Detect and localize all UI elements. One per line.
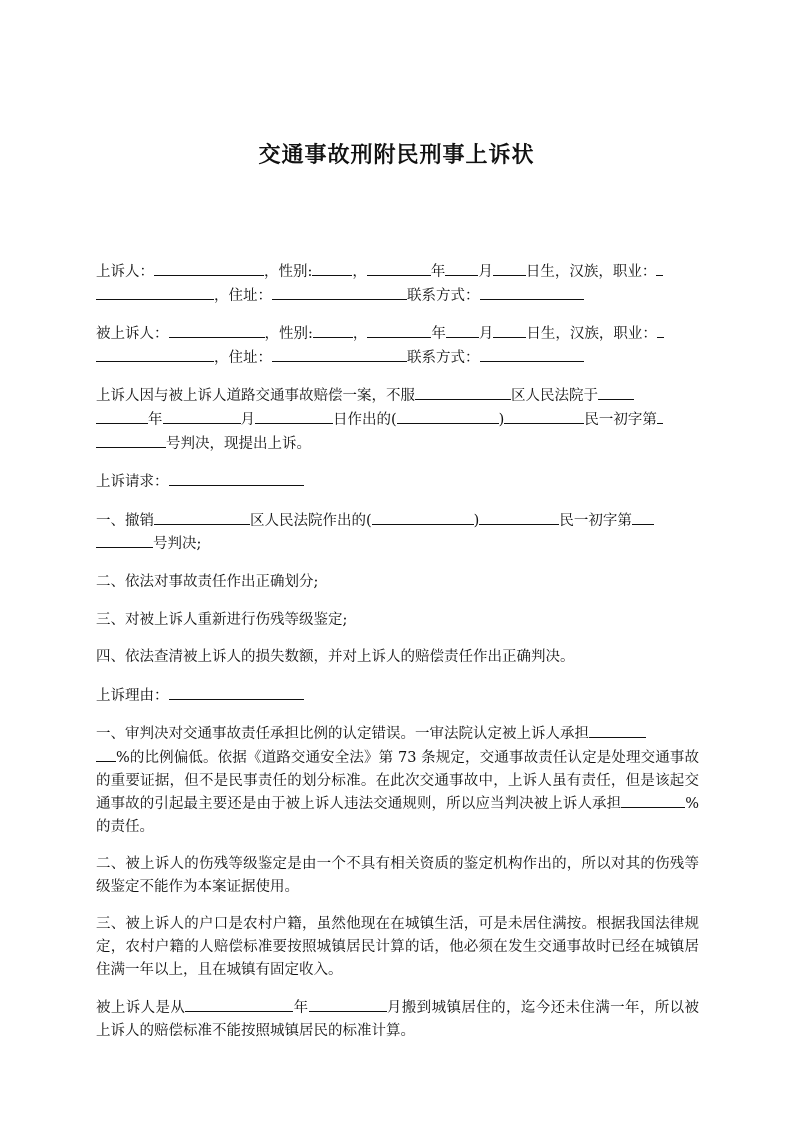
gender-label: ，性别: (264, 264, 313, 280)
request-4: 四、依法查清被上诉人的损失数额，并对上诉人的赔偿责任作出正确判决。 (96, 649, 575, 666)
address-label: ，住址： (214, 349, 272, 366)
address-blank (272, 346, 407, 362)
case-number-blank (96, 432, 166, 448)
judgment-year-blank-start (598, 384, 634, 400)
reason-3: 三、被上诉人的户口是农村户籍，虽然他现在在城镇生活，可是未居住满按。根据我国法律规定，农村户籍的人赔偿标准要按照城镇居民计算的话，他必须在发生交通事故时已经在城镇居住满一年以上，且在城镇有固定收入。 (96, 916, 699, 978)
document-title: 交通事故刑附民刑事上诉状 (258, 143, 535, 168)
birth-month-blank (446, 322, 479, 338)
reason-1 (96, 722, 699, 838)
reasons-heading-text: 上诉理由： (96, 687, 169, 704)
gender-label: ，性别: (264, 326, 313, 343)
requests-heading (96, 470, 699, 494)
year-label: 年 (431, 326, 446, 343)
occupation-blank (96, 346, 214, 362)
address-label: ，住址： (214, 287, 272, 304)
request-1-text: 一、撤销 (96, 512, 154, 529)
judgment-day-blank (255, 408, 333, 424)
intro-court-text: 区人民法院于 (511, 388, 598, 405)
reasons-heading (96, 684, 699, 708)
move-year-blank (185, 996, 293, 1012)
judgment-month-blank (163, 408, 241, 424)
birth-ethnicity-occupation-label: 日生，汉族，职业： (525, 264, 657, 280)
month-label: 月 (478, 264, 493, 280)
contact-blank (480, 284, 584, 300)
case-year-blank (372, 509, 474, 525)
reasons-heading-blank (169, 684, 304, 700)
contact-blank (480, 346, 584, 362)
occupation-blank-start (657, 322, 664, 338)
requests-heading-blank (169, 470, 304, 486)
appellee-label: 被上诉人： (96, 326, 169, 343)
case-year-close: ) (473, 512, 480, 529)
case-number-blank (96, 532, 153, 548)
birth-year-blank (367, 260, 431, 276)
case-number-blank-start (632, 509, 654, 525)
judgment-year-blank (96, 408, 148, 424)
case-year-blank (397, 408, 499, 424)
birth-month-blank (445, 260, 478, 276)
reason-1-ending: %的责任。 (96, 796, 699, 835)
month-label: 月 (478, 326, 494, 343)
year-label: 年 (148, 411, 163, 428)
case-year-open: 日作出的( (333, 411, 397, 428)
liability-percent-blank-start (589, 722, 646, 738)
contact-label: 联系方式： (407, 349, 480, 366)
proposed-percent-blank (621, 792, 685, 808)
case-type-text: 民一初字第 (559, 512, 632, 529)
contact-label: 联系方式： (407, 287, 480, 304)
district-blank (415, 384, 511, 400)
reason-1-text: 一、审判决对交通事故责任承担比例的认定错误。一审法院认定被上诉人承担 (96, 726, 589, 743)
request-1-ending: 号判决; (153, 536, 202, 553)
district-blank (154, 509, 250, 525)
request-1 (96, 509, 699, 556)
intro-ending: 号判决，现提出上诉。 (166, 435, 311, 452)
appellant-info (96, 260, 699, 307)
occupation-blank-start (656, 260, 663, 276)
appellee-info (96, 322, 699, 369)
court-code-blank (504, 408, 584, 424)
request-2: 二、依法对事故责任作出正确划分; (96, 573, 319, 590)
reason-4-text: 被上诉人是从 (96, 1000, 186, 1017)
case-number-blank-start (657, 408, 663, 424)
appellant-name-blank (154, 260, 264, 276)
occupation-blank (96, 284, 214, 300)
appellee-name-blank (169, 322, 265, 338)
birth-year-blank (367, 322, 431, 338)
requests-heading-text: 上诉请求： (96, 474, 169, 491)
case-year-close: ) (498, 411, 505, 428)
liability-percent-blank (96, 746, 116, 762)
year-label: 年 (293, 1000, 309, 1017)
reason-4-body: 月搬到城镇居住的，迄今还未住满一年，所以被上诉人的赔偿标准不能按照城镇居民的标准计算。 (96, 1000, 700, 1039)
request-1-court: 区人民法院作出的( (250, 512, 372, 529)
reason-4 (96, 996, 699, 1042)
separator: ， (352, 326, 368, 343)
address-blank (272, 284, 407, 300)
gender-blank (312, 260, 352, 276)
intro-text: 上诉人因与被上诉人道路交通事故赔偿一案，不服 (96, 388, 415, 405)
separator: ， (352, 264, 367, 280)
reason-2: 二、被上诉人的伤残等级鉴定是由一个不具有相关资质的鉴定机构作出的，所以对其的伤残等级鉴定不能作为本案证据使用。 (96, 856, 699, 895)
document-body (96, 260, 699, 1057)
birth-day-blank (493, 322, 526, 338)
move-month-blank (309, 996, 387, 1012)
request-3: 三、对被上诉人重新进行伤残等级鉴定; (96, 611, 348, 628)
reason-1-body: %的比例偏低。依据《道路交通安全法》第 73 条规定，交通事故责任认定是处理交通事故的重要证据，但不是民事责任的划分标准。在此次交通事故中，上诉人虽有责任，但是该起交通事故的引起最主要还是由于被上诉人违法交通规则，所以应当判决被上诉人承担 (96, 749, 699, 813)
appellant-label: 上诉人： (96, 264, 154, 280)
gender-blank (313, 322, 353, 338)
year-label: 年 (430, 264, 446, 280)
intro-paragraph (96, 384, 699, 455)
birth-ethnicity-occupation-label: 日生，汉族，职业： (526, 326, 657, 343)
court-code-blank (479, 509, 559, 525)
birth-day-blank (493, 260, 526, 276)
case-type-text: 民一初字第 (584, 411, 657, 428)
month-label: 月 (240, 411, 255, 428)
